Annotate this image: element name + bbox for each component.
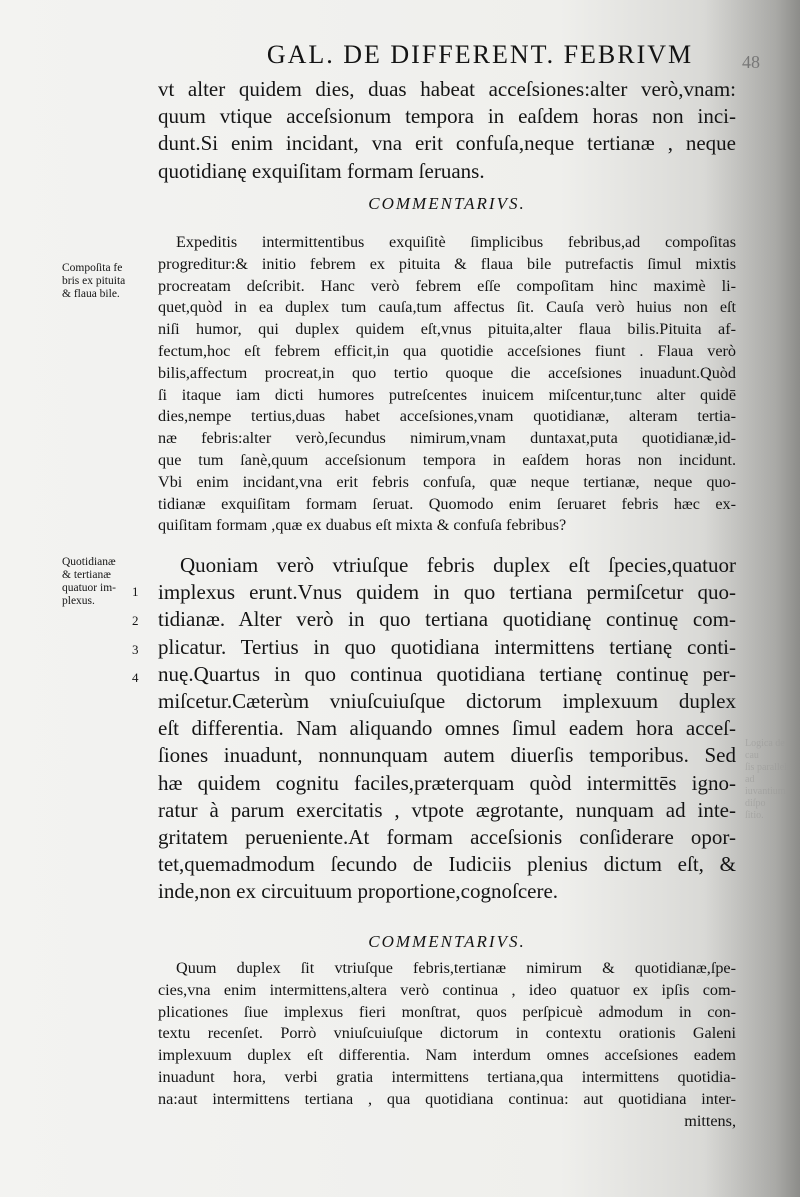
comment-line: næ febris:alter verò,ſecundus nimirum,vnam duntaxat,puta quotidianæ,id-: [158, 429, 736, 448]
line-number: 1: [132, 584, 139, 599]
comment-line: dies,nempe tertius,duas habet acceſsiones,vnam quotidianæ, alteram tertia-: [158, 407, 736, 426]
bleed-line: ſitio.: [745, 810, 764, 821]
marginal-line: Quotidianæ: [62, 556, 116, 568]
comment-line: Vbi enim incidant,vna erit febris confuſa, quæ neque tertianæ, neque quo-: [158, 472, 736, 491]
comment-line: plicationes ſiue implexus fieri monſtrat, quos perſpicuè admodum in con-: [158, 1002, 736, 1021]
line-number: 3: [132, 642, 139, 657]
text-line: plicatur. Tertius in quo quotidiana intermittens tertianę conti-: [158, 634, 736, 659]
comment-line: implexuum duplex eſt differentia. Nam interdum omnes acceſsiones eadem: [158, 1046, 736, 1065]
comment-line: tidianæ exquiſitam formam ſeruat. Quomodo enim ſeruaret febris hæc ex-: [158, 494, 736, 513]
text-line: tidianæ. Alter verò in quo tertiana quotidianę continuę com-: [158, 607, 736, 632]
text-line: dunt.Si enim incidant, vna erit confuſa,neque tertianæ , neque: [158, 131, 736, 156]
commentary-text-1: [158, 232, 736, 537]
comment-line: ſi itaque iam dicti humores putreſcentes inuicem miſcentur,tunc alter quidē: [158, 385, 736, 404]
comment-line: quet,quòd in ea duplex tum cauſa,tum affectus ſit. Cauſa verò huius non eſt: [158, 298, 736, 317]
marginal-note-1: [62, 262, 162, 301]
folio-number: 48: [742, 52, 760, 72]
comment-line: textu recenſet. Porrò vniuſcuiuſque dictorum in contextu orationis Galeni: [158, 1024, 736, 1043]
text-line: nuę.Quartus in quo continua quotidiana tertianę continuę per-: [158, 661, 736, 686]
text-line: implexus erunt.Vnus quidem in quo tertiana permiſcetur quo-: [158, 580, 736, 605]
bleed-through-note: [745, 738, 800, 822]
main-text-2: [158, 552, 736, 906]
commentarius-heading-2: COMMENTARIVS.: [368, 932, 526, 951]
text-line: miſcetur.Cæterùm vniuſcuiuſque dictorum implexuum duplex: [158, 689, 736, 714]
comment-line: bilis,affectum procreat,in quo tertio quoque die acceſsiones inuadunt.Quòd: [158, 363, 736, 382]
marginal-line: & flaua bile.: [62, 288, 120, 300]
text-line: vt alter quidem dies, duas habeat acceſsiones:alter verò,vnam:: [158, 77, 736, 101]
comment-line: Expeditis intermittentibus exquiſitè ſimplicibus febribus,ad compoſitas: [176, 233, 736, 251]
text-line: inde,non ex circuituum proportione,cognoſcere.: [158, 879, 559, 904]
comment-line: Quum duplex ſit vtriuſque febris,tertianæ nimirum & quotidianæ,ſpe-: [176, 959, 736, 977]
bleed-line: iuvantium diſpo: [745, 786, 786, 809]
text-line: Quoniam verò vtriuſque febris duplex eſt ſpecies,quatuor: [180, 553, 736, 577]
comment-line: inuadunt hora, verbi gratia intermittens tertiana,qua intermittens quotidia-: [158, 1067, 736, 1086]
bleed-line: Logica de cau: [745, 738, 785, 761]
comment-line: progreditur:& initio febrem ex pituita & flaua bile putrefactis ſimul mixtis: [158, 254, 736, 273]
text-line: gritatem perueniente.At formam acceſsionis conſiderare opor-: [158, 825, 736, 850]
marginal-line: bris ex pituita: [62, 275, 126, 287]
main-text-1: [158, 76, 736, 185]
text-line: ſiones inuadunt, nonnunquam autem diuerſis temporibus. Sed: [158, 743, 736, 768]
comment-line: quiſitam formam ,quæ ex duabus eſt mixta & confuſa febribus?: [158, 516, 567, 535]
comment-line: procreatam deſcribit. Hanc verò febrem eſſe compoſitam hinc maximè li-: [158, 276, 736, 295]
marginal-note-2: [62, 556, 162, 608]
comment-line: mittens,: [684, 1111, 736, 1130]
text-line: hæ quidem cognitu faciles,præterquam quòd intermittēs igno-: [158, 770, 736, 795]
comment-line: niſi humor, qui duplex quidem eſt,vnus pituita,alter flaua bilis.Pituita af-: [158, 320, 736, 339]
text-line: quotidianę exquiſitam formam ſeruans.: [158, 158, 485, 183]
text-line: eſt differentia. Nam aliquando omnes ſimul eadem hora acceſ-: [158, 716, 736, 741]
marginal-line: & tertianæ: [62, 569, 111, 581]
comment-line: que tum ſanè,quum acceſsionum tempora in eaſdem horas non incidunt.: [158, 450, 736, 469]
comment-line: cies,vna enim intermittens,altera verò continua , ideo quatuor ex ipſis com-: [158, 980, 736, 999]
comment-line: na:aut intermittens tertiana , qua quotidiana continua: aut quotidiana inter-: [158, 1089, 736, 1108]
line-number: 4: [132, 670, 139, 685]
marginal-line: plexus.: [62, 595, 95, 607]
commentarius-heading-1: COMMENTARIVS.: [368, 194, 526, 213]
bleed-line: ſis paralleli ad: [745, 762, 790, 785]
marginal-line: quatuor im-: [62, 582, 116, 594]
comment-line: fectum,hoc eſt febrem efficit,in qua quotidie acceſsiones fiunt . Flaua verò: [158, 341, 736, 360]
text-line: ratur à parum exercitatis , vtpote ægrotante, nunquam ad inte-: [158, 797, 736, 822]
text-line: quum vtique acceſsionum tempora in eaſdem horas non inci-: [158, 104, 736, 129]
line-number: 2: [132, 613, 139, 628]
commentary-text-2: [158, 958, 736, 1132]
page-header: GAL. DE DIFFERENT. FEBRIVM: [266, 40, 694, 69]
text-line: tet,quemadmodum ſecundo de Iudiciis plenius dictum eſt, &: [158, 852, 736, 877]
marginal-line: Compoſita fe: [62, 262, 123, 274]
